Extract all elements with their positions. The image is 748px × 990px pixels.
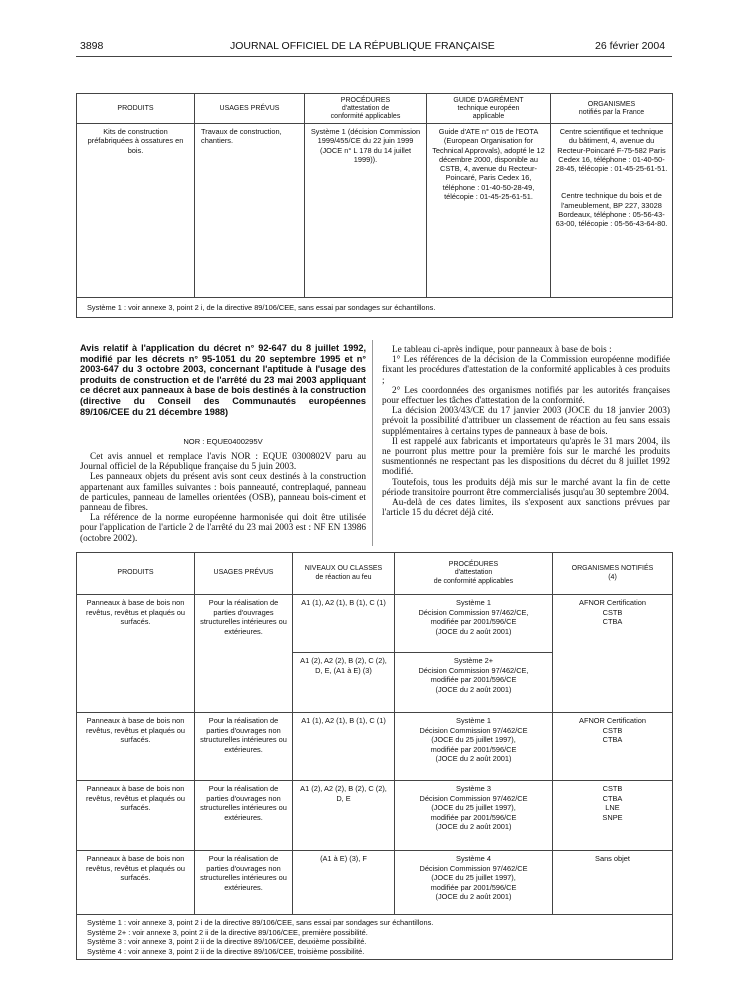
paragraph: Au-delà de ces dates limites, ils s'exposent aux sanctions prévues par l'article 15 du décret déjà cité. — [382, 498, 670, 519]
wood-panels-table — [76, 552, 673, 960]
col-usages: USAGES PRÉVUS — [195, 553, 293, 595]
cell-niveaux: A1 (1), A2 (1), B (1), C (1) — [293, 713, 395, 781]
cell-procedures: Système 1 Décision Commission 97/462/CE (JOCE du 25 juillet 1997), modifiée par 2001/596/CE (JOCE du 2 août 2001) — [395, 713, 553, 781]
cell-organismes — [551, 124, 673, 298]
construction-kits-table — [76, 93, 673, 318]
cell-niveaux: (A1 à E) (3), F — [293, 851, 395, 915]
col-organismes: ORGANISMES notifiés par la France — [551, 94, 673, 124]
paragraph: Toutefois, tous les produits déjà mis sur le marché avant la fin de cette période transitoire pourront être commercialisés jusqu'au 30 septembre 2004. — [382, 477, 670, 498]
organisme-cstb: Centre scientifique et technique du bâtiment, 4, avenue du Recteur-Poincaré F-75-582 Paris Cedex 16, téléphone : 01-40-50-28-45, télécopie : 01-45-25-61-51. — [555, 127, 668, 174]
publication-date: 26 février 2004 — [595, 40, 666, 52]
cell-produits: Panneaux à base de bois non revêtus, revêtus et plaqués ou surfacés. — [77, 781, 195, 851]
col-organismes: ORGANISMES NOTIFIÉS (4) — [553, 553, 673, 595]
paragraph: La décision 2003/43/CE du 17 janvier 2003 (JOCE du 18 janvier 2003) prévoit la possibilité d'attribuer un classement de réaction au feu sans essais supplémentaires à certains types de panneaux à base de bois. — [382, 406, 670, 437]
header-rule — [76, 56, 672, 57]
cell-procedures: Système 4 Décision Commission 97/462/CE (JOCE du 25 juillet 1997), modifiée par 2001/596/CE (JOCE du 2 août 2001) — [395, 851, 553, 915]
avis-title: Avis relatif à l'application du décret n° 92-647 du 8 juillet 1992, modifié par les décrets n° 95-1051 du 20 septembre 1995 et n° 2003-647 du 3 octobre 2003, concernant l'aptitude à l'usage des produits de construction et de l'arrêté du 23 mai 2003 appliquant ce décret aux panneaux à base de bois destinés à la construction (directive du Conseil des Communautés européennes 89/106/CEE du 21 décembre 1988) — [80, 343, 366, 417]
paragraph: Le tableau ci-après indique, pour panneaux à base de bois : — [392, 345, 612, 355]
note-line: Système 2+ : voir annexe 3, point 2 ii de la directive 89/106/CEE, première possibilité. — [87, 927, 368, 937]
cell-organismes: AFNOR Certification CSTB CTBA — [553, 595, 673, 713]
cell-produits: Panneaux à base de bois non revêtus, revêtus et plaqués ou surfacés. — [77, 595, 195, 713]
cell-niveaux: A1 (2), A2 (2), B (2), C (2), D, E, (A1 à E) (3) — [293, 653, 395, 713]
cell-usages: Pour la réalisation de parties d'ouvrages non structurelles intérieures ou extérieures. — [195, 851, 293, 915]
cell-usages: Pour la réalisation de parties d'ouvrages structurelles intérieures ou extérieures. — [195, 595, 293, 713]
cell-organismes: AFNOR Certification CSTB CTBA — [553, 713, 673, 781]
cell-produits: Panneaux à base de bois non revêtus, revêtus et plaqués ou surfacés. — [77, 713, 195, 781]
paragraph: 1° Les références de la décision de la Commission européenne modifiée fixant les procédures d'attestation de la conformité applicables à ces produits ; — [382, 355, 670, 386]
left-column — [80, 452, 366, 544]
col-produits: PRODUITS — [77, 94, 195, 124]
cell-usages: Pour la réalisation de parties d'ouvrages non structurelles intérieures ou extérieures. — [195, 713, 293, 781]
cell-niveaux: A1 (2), A2 (2), B (2), C (2), D, E — [293, 781, 395, 851]
paragraph: Il est rappelé aux fabricants et importateurs qu'après le 31 mars 2004, ils ne pourront plus mettre pour la première fois sur le marché les produits susmentionnés ne respectant pas les dispositions du décret du 8 juillet 1992 modifié. — [382, 436, 670, 478]
column-divider — [372, 340, 373, 546]
table-header-row — [77, 553, 673, 595]
col-procedures: PROCÉDURES d'attestation de conformité applicables — [395, 553, 553, 595]
paragraph: La référence de la norme européenne harmonisée qui doit être utilisée pour l'application de l'article 2 de l'arrêté du 23 mai 2003 est : NF EN 13986 (octobre 2002). — [80, 513, 366, 544]
paragraph: Les panneaux objets du présent avis sont ceux destinés à la construction appartenant aux familles suivantes : bois panneauté, contreplaqué, panneau de particules, panneau de lamelles orientées (OSB), panneau bois-ciment et panneau de fibres. — [80, 472, 366, 514]
nor-reference: NOR : EQUE0400295V — [183, 437, 263, 446]
table-notes — [77, 915, 673, 960]
organisme-ctba: Centre technique du bois et de l'ameublement, BP 227, 33028 Bordeaux, téléphone : 05-56-43-63-00, télécopie : 05-56-43-64-80. — [555, 191, 668, 229]
cell-procedures: Système 1 (décision Commission 1999/455/CE du 22 juin 1999 (JOCE n° L 178 du 14 juillet 1999)). — [305, 124, 427, 298]
cell-usages: Pour la réalisation de parties d'ouvrages non structurelles intérieures ou extérieures. — [195, 781, 293, 851]
col-niveaux: NIVEAUX OU CLASSES de réaction au feu — [293, 553, 395, 595]
cell-procedures: Système 3 Décision Commission 97/462/CE (JOCE du 25 juillet 1997), modifiée par 2001/596/CE (JOCE du 2 août 2001) — [395, 781, 553, 851]
note-line: Système 4 : voir annexe 3, point 2 ii de la directive 89/106/CEE, troisième possibilité. — [87, 946, 365, 956]
cell-niveaux: A1 (1), A2 (1), B (1), C (1) — [293, 595, 395, 653]
right-column — [382, 345, 670, 518]
table-note: Système 1 : voir annexe 3, point 2 i, de la directive 89/106/CEE, sans essai par sondages sur échantillons. — [77, 298, 673, 318]
table-row — [77, 781, 673, 851]
journal-title: JOURNAL OFFICIEL DE LA RÉPUBLIQUE FRANÇAISE — [230, 40, 495, 52]
table-row — [77, 124, 673, 298]
table-header-row — [77, 94, 673, 124]
table-row — [77, 851, 673, 915]
table-note-row — [77, 298, 673, 318]
table-row — [77, 595, 673, 653]
col-produits: PRODUITS — [77, 553, 195, 595]
paragraph: Cet avis annuel et remplace l'avis NOR : EQUE 0300802V paru au Journal officiel de la République française du 5 juin 2003. — [80, 452, 366, 473]
table-row — [77, 713, 673, 781]
cell-organismes: Sans objet — [553, 851, 673, 915]
cell-guide: Guide d'ATE n° 015 de l'EOTA (European Organisation for Technical Approvals), adopté le 12 décembre 2000, disponible au CSTB, 4, avenue du Recteur-Poincaré, Paris Cedex 16, téléphone : 01-40-50-28-49, télécopie : 01-45-25-61-51. — [427, 124, 551, 298]
cell-usages: Travaux de construction, chantiers. — [195, 124, 305, 298]
cell-procedures: Système 2+ Décision Commission 97/462/CE, modifiée par 2001/596/CE (JOCE du 2 août 2001) — [395, 653, 553, 713]
col-guide: GUIDE D'AGRÉMENT technique européen applicable — [427, 94, 551, 124]
note-line: Système 3 : voir annexe 3, point 2 ii de la directive 89/106/CEE, deuxième possibilité. — [87, 937, 367, 947]
page-number: 3898 — [80, 40, 104, 52]
cell-produits: Kits de construction préfabriquées à ossatures en bois. — [77, 124, 195, 298]
col-procedures: PROCÉDURES d'attestation de conformité applicables — [305, 94, 427, 124]
cell-procedures: Système 1 Décision Commission 97/462/CE, modifiée par 2001/596/CE (JOCE du 2 août 2001) — [395, 595, 553, 653]
cell-organismes: CSTB CTBA LNE SNPE — [553, 781, 673, 851]
paragraph: 2° Les coordonnées des organismes notifiés par les autorités françaises pour effectuer les tâches d'attestation de la conformité. — [382, 385, 670, 407]
table-note-row — [77, 915, 673, 960]
col-usages: USAGES PRÉVUS — [195, 94, 305, 124]
cell-produits: Panneaux à base de bois non revêtus, revêtus et plaqués ou surfacés. — [77, 851, 195, 915]
note-line: Système 1 : voir annexe 3, point 2 i de la directive 89/106/CEE, sans essai par sondages sur échantillons. — [87, 918, 434, 927]
